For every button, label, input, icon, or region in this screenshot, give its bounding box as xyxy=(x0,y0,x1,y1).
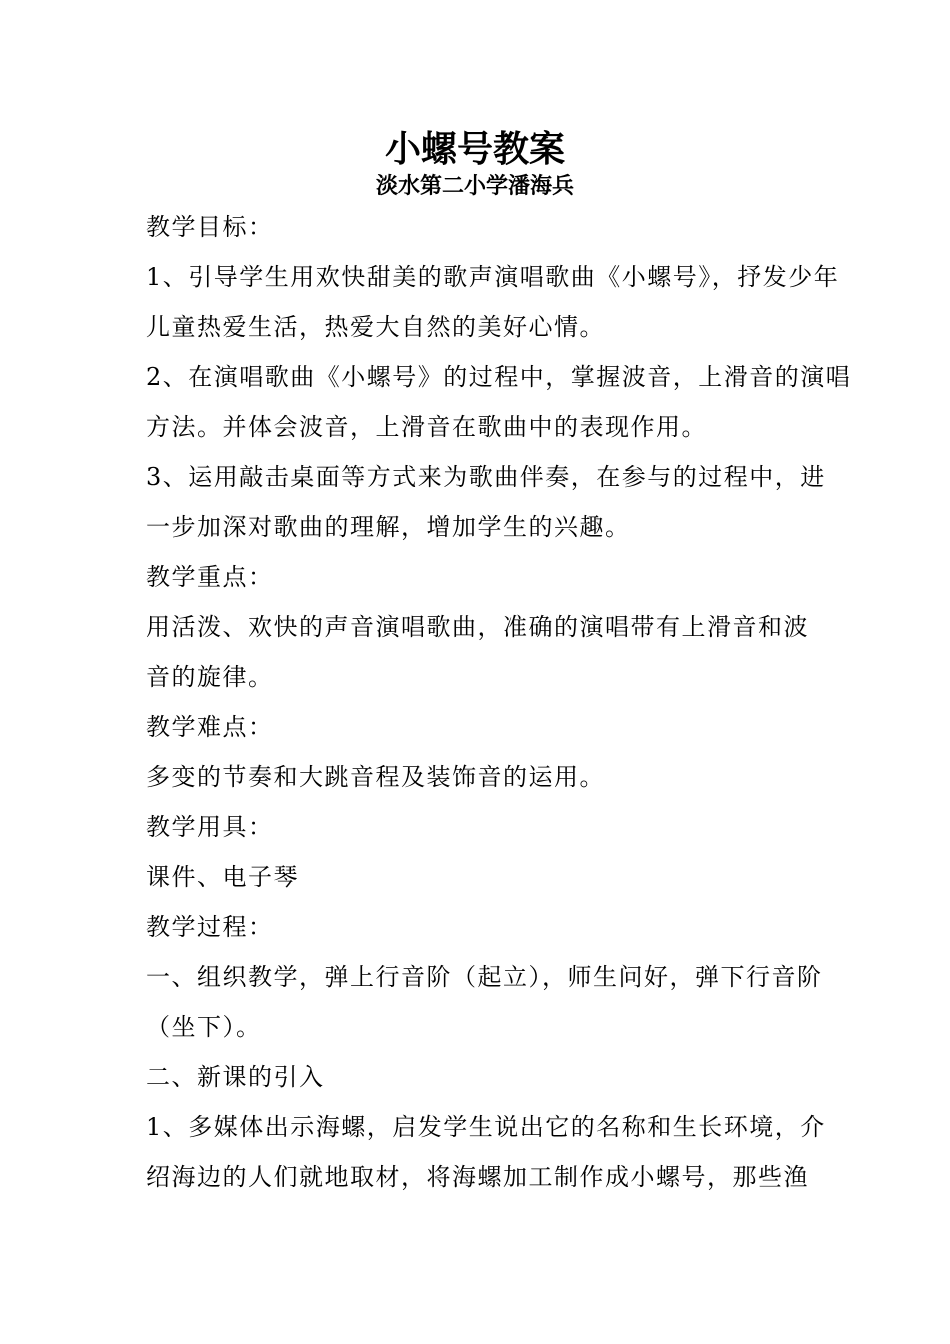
text-line: 绍海边的人们就地取材，将海螺加工制作成小螺号，那些渔 xyxy=(146,1163,809,1191)
section-heading-process: 教学过程： xyxy=(146,913,274,941)
document-subtitle: 淡水第二小学潘海兵 xyxy=(375,174,574,199)
text-line: 二、新课的引入 xyxy=(146,1063,325,1091)
section-heading-key-points: 教学重点： xyxy=(146,563,274,591)
text-line: 一、组织教学，弹上行音阶（起立），师生问好，弹下行音阶 xyxy=(146,963,823,991)
text-line: 1、引导学生用欢快甜美的歌声演唱歌曲《小螺号》，抒发少年 xyxy=(146,263,840,291)
section-heading-difficulties: 教学难点： xyxy=(146,713,274,741)
text-line: 音的旋律。 xyxy=(146,663,274,691)
text-line: 课件、电子琴 xyxy=(146,863,299,891)
text-line: 用活泼、欢快的声音演唱歌曲，准确的演唱带有上滑音和波 xyxy=(146,613,809,641)
text-line: 儿童热爱生活，热爱大自然的美好心情。 xyxy=(146,313,605,341)
section-heading-objectives: 教学目标： xyxy=(146,213,274,241)
text-line: 3、运用敲击桌面等方式来为歌曲伴奏，在参与的过程中，进 xyxy=(146,463,826,491)
text-line: 多变的节奏和大跳音程及装饰音的运用。 xyxy=(146,763,605,791)
text-line: 方法。并体会波音，上滑音在歌曲中的表现作用。 xyxy=(146,413,707,441)
document-title: 小螺号教案 xyxy=(384,129,565,170)
text-line: 2、在演唱歌曲《小螺号》的过程中，掌握波音，上滑音的演唱 xyxy=(146,363,852,391)
text-line: （坐下）。 xyxy=(146,1013,262,1041)
text-line: 1、多媒体出示海螺，启发学生说出它的名称和生长环境，介 xyxy=(146,1113,826,1141)
section-heading-tools: 教学用具： xyxy=(146,813,274,841)
text-line: 一步加深对歌曲的理解，增加学生的兴趣。 xyxy=(146,513,631,541)
document-body xyxy=(146,202,852,1202)
